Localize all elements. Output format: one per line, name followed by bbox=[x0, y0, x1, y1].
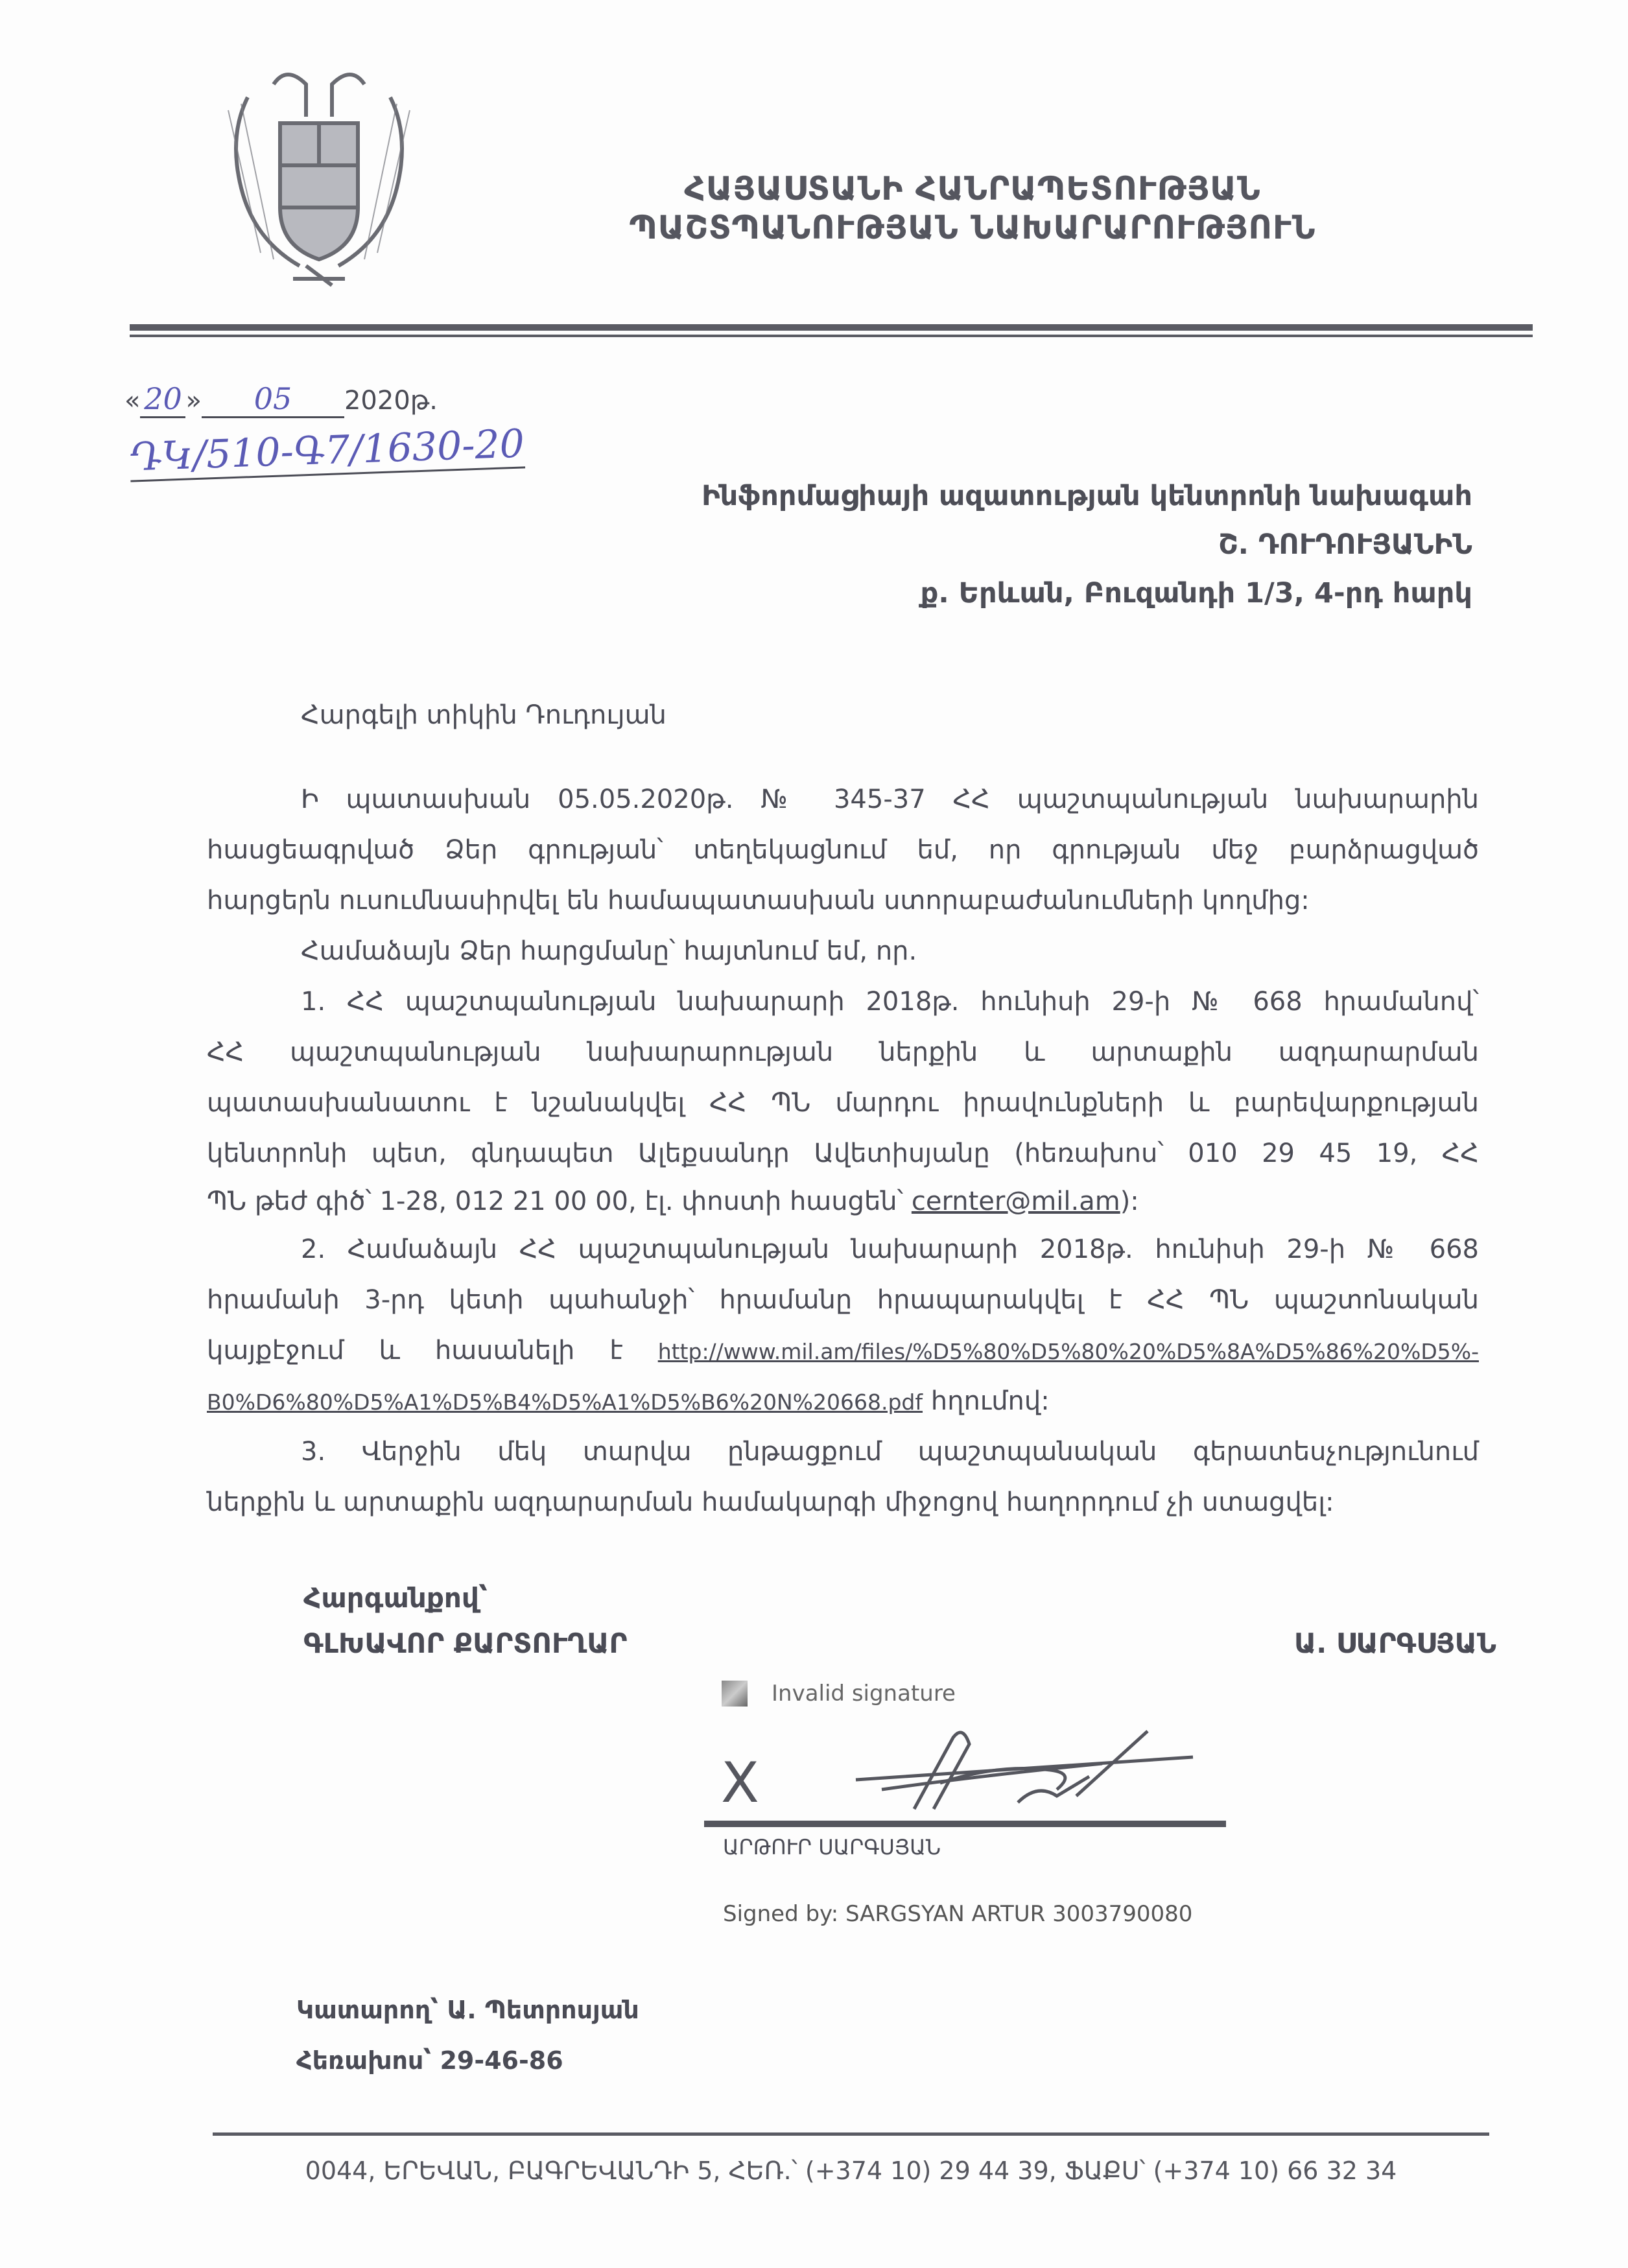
signature-line bbox=[704, 1821, 1226, 1827]
body-line: պատասխանատու է նշանակվել ՀՀ ՊՆ մարդու իրավունքների և բարեվարքության bbox=[207, 1088, 1479, 1118]
body-line: 3. Վերջին մեկ տարվա ընթացքում պաշտպանական գերատեսչությունում bbox=[301, 1437, 1479, 1467]
body-line: Համաձայն Ձեր հարցմանը՝ հայտնում եմ, որ. bbox=[301, 936, 917, 966]
ministry-header-line1: ՀԱՅԱՍՏԱՆԻ ՀԱՆՐԱՊԵՏՈՒԹՅԱՆ bbox=[684, 170, 1261, 207]
body-line: հասցեագրված Ձեր գրության՝ տեղեկացնում եմ, որ գրության մեջ բարձրացված bbox=[207, 835, 1479, 865]
date-day: 20 bbox=[140, 381, 185, 418]
body-text: կայքէջում և հասանելի է bbox=[207, 1336, 658, 1365]
date-line bbox=[124, 381, 438, 418]
body-line bbox=[207, 1331, 1479, 1370]
signatory-name: Ա. ՍԱՐԳՍՅԱՆ bbox=[1294, 1627, 1496, 1659]
header-rule-thick bbox=[130, 324, 1533, 331]
signature-status-icon bbox=[722, 1681, 748, 1707]
body-line: 2. Համաձայն ՀՀ պաշտպանության նախարարի 2018թ. հունիսի 29-ի № 668 bbox=[301, 1234, 1479, 1264]
signatory-title: ԳԼԽԱՎՈՐ ՔԱՐՏՈՒՂԱՐ bbox=[303, 1627, 628, 1659]
body-line: ներքին և արտաքին ազդարարման համակարգի միջոցով հաղորդում չի ստացվել: bbox=[207, 1487, 1334, 1517]
date-month: 05 bbox=[202, 381, 344, 418]
signature-x-mark: X bbox=[721, 1751, 759, 1815]
quote-open: « bbox=[124, 386, 141, 416]
addressee-address: ք. Երևան, Բուզանդի 1/3, 4-րդ հարկ bbox=[920, 577, 1472, 609]
closing-regards: Հարգանքով՝ bbox=[303, 1582, 488, 1614]
registration-number: ԴԿ/510-Գ7/1630-20 bbox=[129, 421, 525, 482]
executor-name: Կատարող՝ Ա. Պետրոսյան bbox=[296, 1996, 639, 2024]
body-line: 1. ՀՀ պաշտպանության նախարարի 2018թ. հունիսի 29-ի № 668 հրամանով՝ bbox=[301, 987, 1479, 1017]
signed-by: Signed by: SARGSYAN ARTUR 3003790080 bbox=[723, 1901, 1193, 1927]
date-year: 2020թ. bbox=[344, 386, 438, 416]
footer-rule bbox=[213, 2132, 1489, 2136]
salutation: Հարգելի տիկին Դուդույան bbox=[301, 700, 667, 730]
body-line: հարցերն ուսումնասիրվել են համապատասխան ստորաբաժանումների կողմից: bbox=[207, 886, 1310, 915]
addressee-organization: Ինֆորմացիայի ազատության կենտրոնի նախագահ bbox=[702, 480, 1472, 512]
body-line bbox=[207, 1382, 1479, 1421]
addressee-name: Շ. ԴՈՒԴՈՒՅԱՆԻՆ bbox=[1218, 528, 1472, 561]
order-url-link-part2[interactable]: B0%D6%80%D5%A1%D5%B4%D5%A1%D5%B6%20N%20668.pdf bbox=[207, 1389, 923, 1415]
body-line: Ի պատասխան 05.05.2020թ. № 345-37 ՀՀ պաշտպանության նախարարին bbox=[301, 785, 1479, 814]
coat-of-arms-emblem bbox=[202, 58, 436, 292]
body-text: ): bbox=[1120, 1187, 1139, 1216]
signature-status: Invalid signature bbox=[772, 1681, 956, 1707]
email-link[interactable]: cernter@mil.am bbox=[911, 1187, 1120, 1216]
order-url-link-part1[interactable]: http://www.mil.am/files/%D5%80%D5%80%20%D5%8A%D5%86%20%D5%- bbox=[657, 1339, 1479, 1364]
handwritten-signature bbox=[843, 1725, 1206, 1815]
header-rule-thin bbox=[130, 335, 1533, 337]
body-line: կենտրոնի պետ, գնդապետ Ալեքսանդր Ավետիսյանը (հեռախոս՝ 010 29 45 19, ՀՀ bbox=[207, 1139, 1479, 1168]
signer-name: ԱՐԹՈՒՐ ՍԱՐԳՍՅԱՆ bbox=[723, 1835, 941, 1860]
body-line bbox=[207, 1182, 1479, 1221]
body-line: հրամանի 3-րդ կետի պահանջի՝ հրամանը հրապարակվել է ՀՀ ՊՆ պաշտոնական bbox=[207, 1285, 1479, 1315]
body-line: ՀՀ պաշտպանության նախարարության ներքին և արտաքին ազդարարման bbox=[207, 1037, 1479, 1067]
body-text: ՊՆ թեժ գիծ՝ 1-28, 012 21 00 00, էլ. փոստի հասցեն՝ bbox=[207, 1187, 912, 1216]
body-text: հղումով: bbox=[923, 1386, 1050, 1416]
ministry-contact-footer: 0044, ԵՐԵՎԱՆ, ԲԱԳՐԵՎԱՆԴԻ 5, ՀԵՌ.՝ (+374 10) 29 44 39, ՖԱՔՍ՝ (+374 10) 66 32 34 bbox=[305, 2156, 1397, 2185]
executor-phone: Հեռախոս՝ 29-46-86 bbox=[296, 2046, 563, 2075]
quote-close: » bbox=[185, 386, 202, 416]
ministry-header-line2: ՊԱՇՏՊԱՆՈՒԹՅԱՆ ՆԱԽԱՐԱՐՈՒԹՅՈՒՆ bbox=[629, 209, 1316, 246]
